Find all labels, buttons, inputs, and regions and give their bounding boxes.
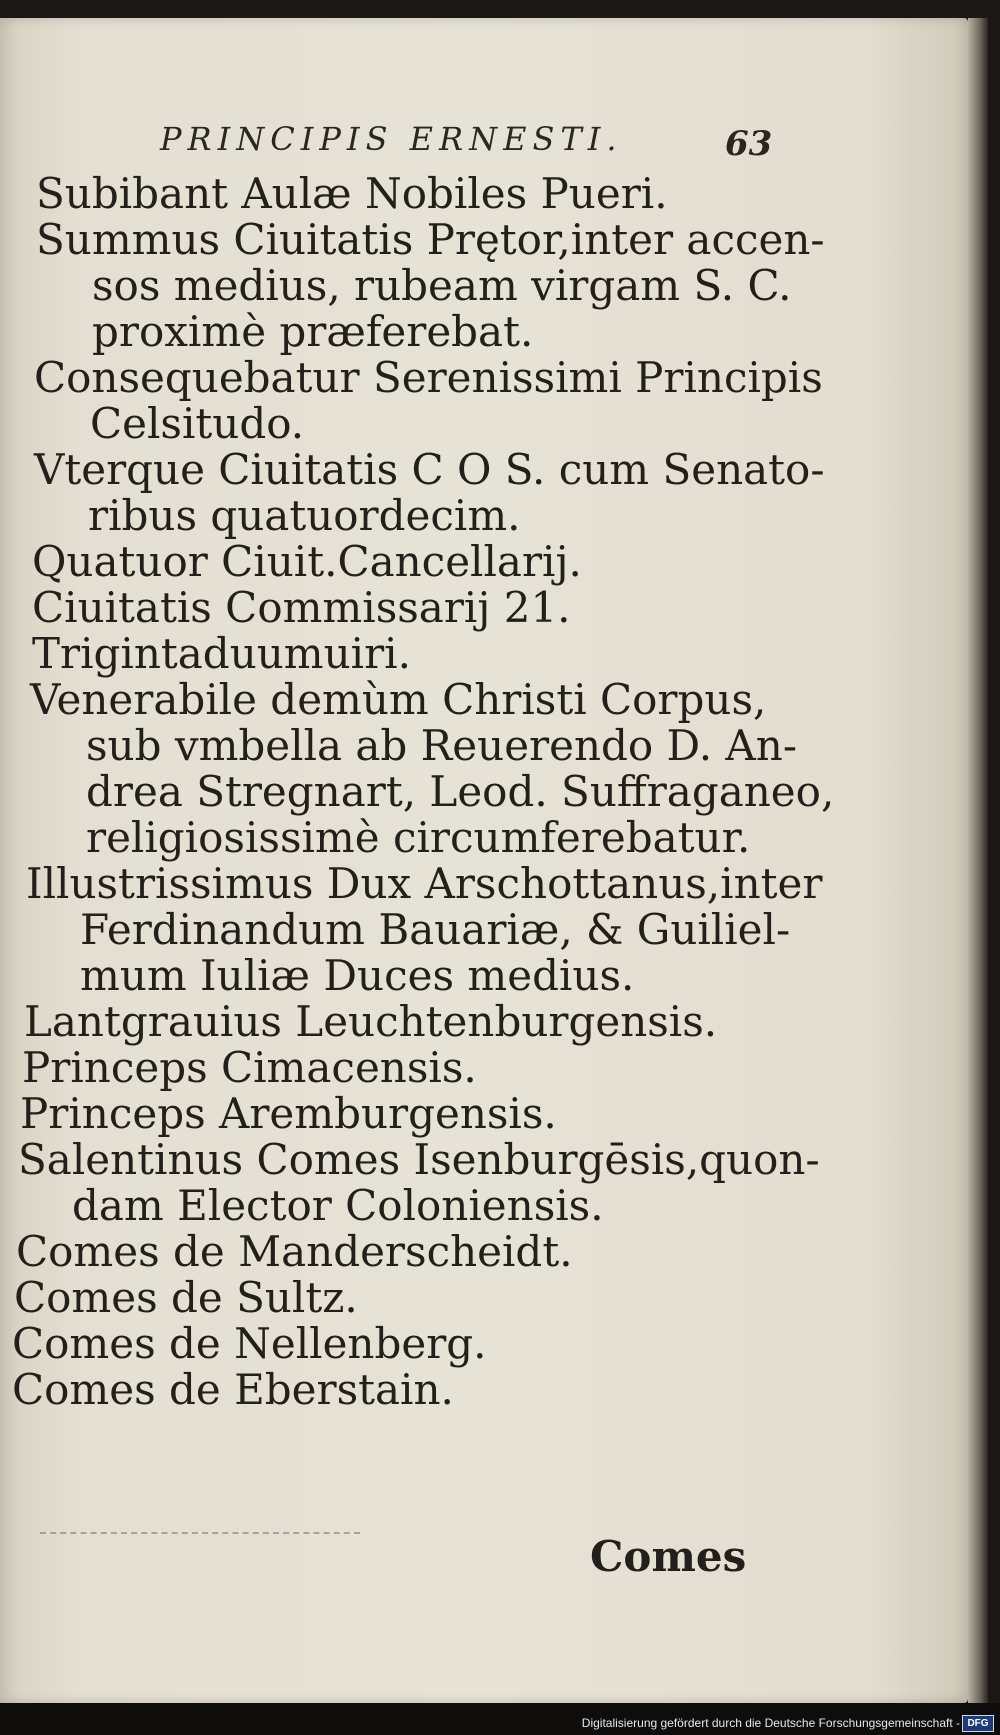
text-line: Comes de Sultz. bbox=[14, 1273, 358, 1322]
text-line: Subibant Aulæ Nobiles Pueri. bbox=[36, 169, 668, 218]
text-line: Vterque Ciuitatis C O S. cum Senato- bbox=[34, 445, 825, 494]
text-line: Comes de Nellenberg. bbox=[12, 1319, 487, 1368]
text-line: sos medius, rubeam virgam S. C. bbox=[92, 261, 792, 310]
text-line: Ferdinandum Bauariæ, & Guiliel- bbox=[80, 905, 791, 954]
text-line: dam Elector Coloniensis. bbox=[72, 1181, 604, 1230]
text-line: Celsitudo. bbox=[90, 399, 305, 448]
text-line: Lantgrauius Leuchtenburgensis. bbox=[24, 997, 718, 1046]
text-line: Illustrissimus Dux Arschottanus,inter bbox=[26, 859, 823, 908]
page-number: 63 bbox=[725, 124, 773, 164]
text-line: Venerabile demùm Christi Corpus, bbox=[30, 675, 767, 724]
text-line: Quatuor Ciuit.Cancellarij. bbox=[32, 537, 582, 586]
text-line: ribus quatuordecim. bbox=[88, 491, 521, 540]
running-head: PRINCIPIS ERNESTI. bbox=[160, 120, 623, 158]
text-line: Ciuitatis Commissarij 21. bbox=[32, 583, 571, 632]
digitization-credit: Digitalisierung gefördert durch die Deutsche Forschungsgemeinschaft - bbox=[581, 1716, 960, 1730]
text-line: sub vmbella ab Reuerendo D. An- bbox=[86, 721, 798, 770]
page-edge-shadow bbox=[968, 18, 988, 1703]
catchword: Comes bbox=[590, 1532, 747, 1581]
page-header bbox=[160, 112, 773, 164]
text-line: religiosissimè circumferebatur. bbox=[86, 813, 751, 862]
text-line: Trigintaduumuiri. bbox=[32, 629, 411, 678]
text-line: proximè præferebat. bbox=[92, 307, 534, 356]
faint-rule bbox=[40, 1532, 360, 1534]
text-line: Salentinus Comes Isenburgēsis,quon- bbox=[18, 1135, 820, 1184]
text-line: Princeps Cimacensis. bbox=[22, 1043, 477, 1092]
text-line: Comes de Manderscheidt. bbox=[16, 1227, 573, 1276]
text-line: mum Iuliæ Duces medius. bbox=[80, 951, 635, 1000]
text-line: drea Stregnart, Leod. Suffraganeo, bbox=[86, 767, 835, 816]
text-line: Summus Ciuitatis Prętor,inter accen- bbox=[36, 215, 825, 264]
text-line: Comes de Eberstain. bbox=[12, 1365, 454, 1414]
dfg-logo: DFG bbox=[962, 1715, 994, 1732]
text-line: Consequebatur Serenissimi Principis bbox=[34, 353, 823, 402]
text-line: Princeps Aremburgensis. bbox=[20, 1089, 557, 1138]
